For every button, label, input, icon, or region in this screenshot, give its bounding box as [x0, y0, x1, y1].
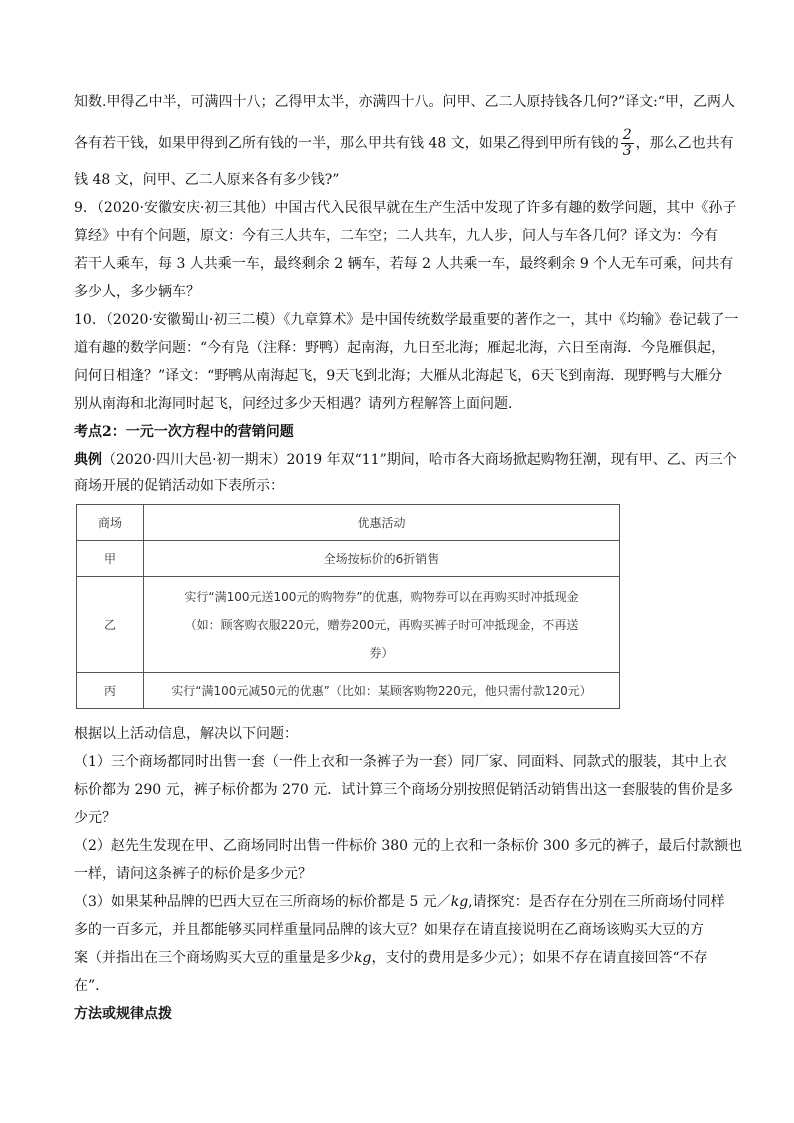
unit-kg: kg	[450, 894, 469, 910]
table-row	[77, 673, 620, 709]
question-9-line: 多少人，多少辆车？	[74, 284, 200, 300]
example-line	[74, 450, 737, 470]
example-label: 典例	[74, 452, 102, 468]
table-header-cell: 优惠活动	[144, 505, 620, 541]
paragraph-line: 钱 48 文，问甲、乙二人原来各有多少钱?”	[74, 172, 340, 188]
question-10-line: 10．（2020·安徽蜀山·初三二模）《九章算术》是中国传统数学最重要的著作之一，其中《均输》卷记载了一	[74, 312, 739, 328]
table-cell-activity: 实行“满100元减50元的优惠”（比如：某顾客购物220元，他只需付款120元）	[144, 673, 620, 709]
fraction-denominator: 3	[622, 143, 632, 159]
table-header-cell: 商场	[77, 505, 144, 541]
question-9-line: 9．（2020·安徽安庆·初三其他）中国古代入民很早就在生产生活中发现了许多有趣的数学问题，其中《孙子	[74, 200, 737, 216]
table-row	[77, 541, 620, 577]
table-cell-line: 券）	[369, 645, 394, 660]
section-title: 考点2：一元一次方程中的营销问题	[74, 424, 294, 440]
subquestion-3-line: 多的一百多元，并且都能够买同样重量同品牌的该大豆？如果存在请直接说明在乙商场该购买大豆的方	[74, 922, 704, 938]
question-10-line: 道有趣的数学问题：“今有凫（注释：野鸭）起南海，九日至北海；雁起北海，六日至南海．今凫雁俱起，	[74, 340, 726, 356]
text-segment: ，支付的费用是多少元）；如果不存在请直接回答“不存	[371, 950, 708, 966]
table-row	[77, 577, 620, 673]
table-header-row	[77, 505, 620, 541]
text-segment: 案（并指出在三个商场购买大豆的重量是多少	[74, 950, 354, 966]
unit-kg: kg	[354, 950, 372, 966]
subquestion-3-line	[74, 892, 725, 912]
example-line: 商场开展的促销活动如下表所示：	[74, 478, 284, 494]
method-title: 方法或规律点拨	[74, 1006, 172, 1022]
paragraph-line: 知数.甲得乙中半，可满四十八；乙得甲太半，亦满四十八。问甲、乙二人原持钱各几何?”译文:“甲，乙两人	[74, 94, 735, 110]
promotion-table	[76, 504, 620, 709]
text-segment: （3）如果某种品牌的巴西大豆在三所商场的标价都是 5 元／	[74, 894, 451, 910]
question-10-line: 别从南海和北海同时起飞，问经过多少天相遇？请列方程解答上面问题．	[74, 396, 522, 412]
question-9-line: 算经》中有个问题，原文：今有三人共车，二车空；二人共车，九人步，问人与车各几何？译文为：今有	[74, 228, 718, 244]
table-cell-store: 甲	[77, 541, 144, 577]
subquestion-2-line: （2）赵先生发现在甲、乙商场同时出售一件标价 380 元的上衣和一条标价 300 多元的裤子，最后付款额也	[74, 838, 743, 854]
table-cell-store: 丙	[77, 673, 144, 709]
subquestion-1-line: （1）三个商场都同时出售一套（一件上衣和一条裤子为一套）同厂家、同面料、同款式的服装，其中上衣	[74, 754, 727, 770]
text-segment: ，那么乙也共有	[635, 135, 734, 152]
instruction-line: 根据以上活动信息，解决以下问题：	[74, 726, 298, 742]
question-9-line: 若干人乘车，每 3 人共乘一车，最终剩余 2 辆车，若每 2 人共乘一车，最终剩余 9 个人无车可乘，问共有	[74, 256, 734, 272]
text-segment: （2020·四川大邑·初一期末）2019 年双“11”期间，哈市各大商场掀起购物狂潮，现有甲、乙、丙三个	[102, 452, 737, 468]
table-cell-line: （如：顾客购衣服220元，赠券200元，再购买裤子时可冲抵现金，不再送	[184, 617, 579, 632]
subquestion-2-line: 一样，请问这条裤子的标价是多少元？	[74, 866, 312, 882]
fraction-numerator: 2	[622, 127, 632, 143]
paragraph-line-with-fraction	[74, 128, 734, 159]
table-cell-line: 实行“满100元送100元的购物券”的优惠，购物券可以在再购买时冲抵现金	[184, 589, 579, 604]
table-cell-store: 乙	[77, 577, 144, 673]
subquestion-3-line	[74, 948, 708, 968]
text-segment: ,请探究：是否存在分别在三所商场付同样	[468, 894, 725, 910]
subquestion-1-line: 少元？	[74, 810, 116, 826]
fraction-two-thirds	[621, 128, 634, 159]
subquestion-1-line: 标价都为 290 元，裤子标价都为 270 元．试计算三个商场分别按照促销活动销售出这一套服装的售价是多	[74, 782, 734, 798]
table-cell-activity	[144, 577, 620, 673]
table-cell-activity: 全场按标价的6折销售	[144, 541, 620, 577]
subquestion-3-line: 在”.	[74, 978, 100, 994]
question-10-line: 问何日相逢？”译文：“野鸭从南海起飞，9天飞到北海；大雁从北海起飞，6天飞到南海．现野鸭与大雁分	[74, 368, 723, 384]
text-segment: 各有若干钱，如果甲得到乙所有钱的一半，那么甲共有钱 48 文，如果乙得到甲所有钱的	[74, 135, 619, 152]
